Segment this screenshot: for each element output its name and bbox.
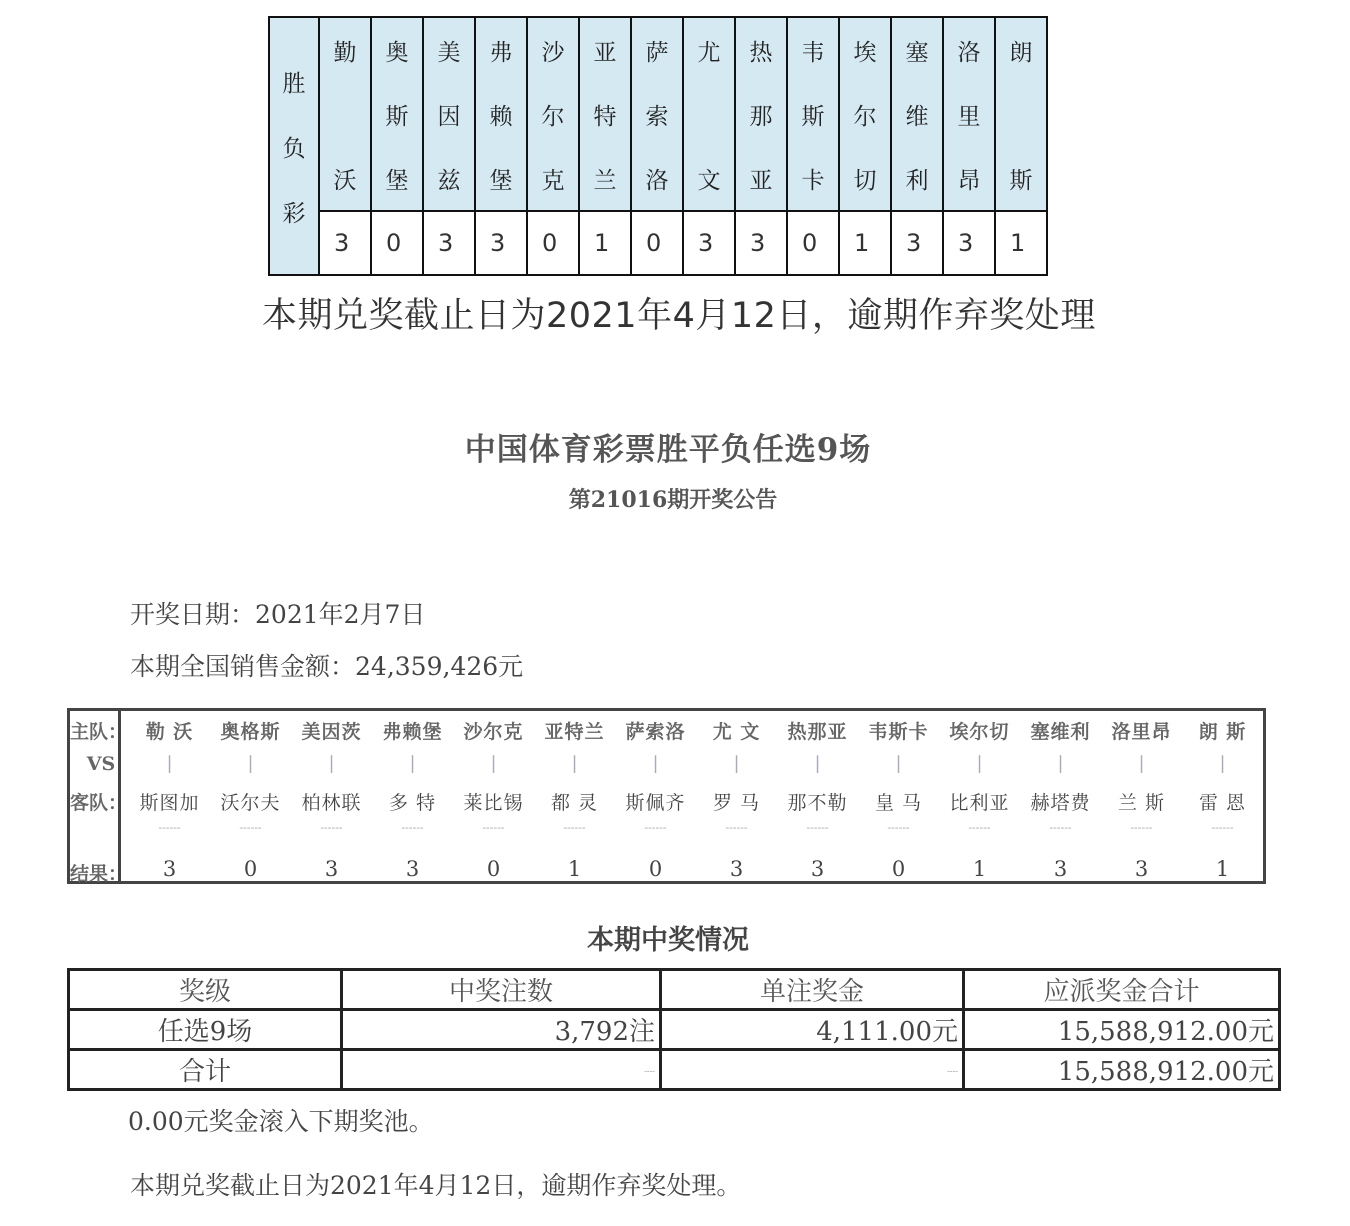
result-value: 1 (995, 211, 1047, 275)
prize-level: 合计 (69, 1050, 342, 1090)
team-header: 弗 赖 堡 (475, 17, 527, 211)
unit-prize: ---- (661, 1050, 964, 1090)
lottery-type-label (269, 17, 319, 275)
match-column: 韦斯卡 | 皇 马 ------ 0 (868, 721, 929, 881)
team-header: 萨 索 洛 (631, 17, 683, 211)
column-header: 奖级 (69, 970, 342, 1010)
team-header: 韦 斯 卡 (787, 17, 839, 211)
team-header: 奥 斯 堡 (371, 17, 423, 211)
table-row (69, 1010, 1280, 1050)
prize-level: 任选9场 (69, 1010, 342, 1050)
rollover-note: 0.00元奖金滚入下期奖池。 (128, 1107, 434, 1136)
prize-table (67, 968, 1281, 1091)
match-column: 奥格斯 | 沃尔夫 ------ 0 (220, 721, 281, 881)
match-column: 热那亚 | 那不勒 ------ 3 (787, 721, 848, 881)
draw-date-label: 开奖日期： (130, 600, 256, 629)
match-column: 朗 斯 | 雷 恩 ------ 1 (1198, 721, 1247, 881)
result-value: 0 (787, 211, 839, 275)
sales-value: 24,359,426元 (355, 652, 524, 681)
column-header: 应派奖金合计 (964, 970, 1280, 1010)
home-team-label: 主队： (70, 721, 128, 743)
result-value: 3 (423, 211, 475, 275)
row-label-column (70, 711, 128, 885)
team-header: 尤 文 (683, 17, 735, 211)
sales-amount-line (130, 647, 523, 683)
match-column: 塞维利 | 赫塔费 ------ 3 (1030, 721, 1091, 881)
draw-date-value: 2021年2月7日 (255, 600, 426, 629)
unit-prize: 4,111.00元 (661, 1010, 964, 1050)
deadline-notice-large: 本期兑奖截止日为2021年4月12日，逾期作弃奖处理 (262, 296, 1096, 336)
result-label: 结果： (70, 863, 128, 885)
result-value: 3 (735, 211, 787, 275)
team-header: 美 因 兹 (423, 17, 475, 211)
team-header: 埃 尔 切 (839, 17, 891, 211)
deadline-note: 本期兑奖截止日为2021年4月12日，逾期作弃奖处理。 (130, 1171, 742, 1200)
result-value: 0 (527, 211, 579, 275)
result-value: 3 (319, 211, 371, 275)
result-value: 3 (475, 211, 527, 275)
team-header: 热 那 亚 (735, 17, 787, 211)
sales-label: 本期全国销售金额： (130, 652, 356, 681)
result-value: 1 (839, 211, 891, 275)
result-value: 3 (943, 211, 995, 275)
match-column: 洛里昂 | 兰 斯 ------ 3 (1111, 721, 1172, 881)
team-header: 塞 维 利 (891, 17, 943, 211)
match-column: 亚特兰 | 都 灵 ------ 1 (544, 721, 605, 881)
result-value: 3 (891, 211, 943, 275)
result-value: 0 (371, 211, 423, 275)
label-char: 胜 (282, 70, 306, 97)
announcement-title: 中国体育彩票胜平负任选9场 (464, 432, 872, 468)
prize-header-row (69, 970, 1280, 1010)
match-column: 沙尔克 | 莱比锡 ------ 0 (463, 721, 524, 881)
match-results-table (67, 708, 1266, 884)
match-column: 尤 文 | 罗 马 ------ 3 (712, 721, 761, 881)
team-header: 洛 里 昂 (943, 17, 995, 211)
total-prize: 15,588,912.00元 (964, 1050, 1280, 1090)
match-column: 萨索洛 | 斯佩齐 ------ 0 (625, 721, 686, 881)
match-column: 埃尔切 | 比利亚 ------ 1 (949, 721, 1010, 881)
team-name-row (269, 17, 1047, 211)
summary-result-table (268, 16, 1048, 276)
table-row (69, 1050, 1280, 1090)
result-value: 3 (683, 211, 735, 275)
team-header: 勤 沃 (319, 17, 371, 211)
result-row (269, 211, 1047, 275)
label-char: 负 (282, 135, 306, 162)
winner-count: ---- (342, 1050, 661, 1090)
team-header: 朗 斯 (995, 17, 1047, 211)
match-columns (121, 711, 1263, 881)
match-column: 勒 沃 | 斯图加 ------ 3 (139, 721, 200, 881)
winner-count: 3,792注 (342, 1010, 661, 1050)
total-prize: 15,588,912.00元 (964, 1010, 1280, 1050)
match-column: 弗赖堡 | 多 特 ------ 3 (382, 721, 443, 881)
draw-date-line (130, 595, 425, 631)
away-team-label: 客队： (70, 792, 128, 814)
result-value: 1 (579, 211, 631, 275)
team-header: 亚 特 兰 (579, 17, 631, 211)
vs-label: VS (86, 753, 116, 775)
column-header: 单注奖金 (661, 970, 964, 1010)
announcement-subtitle: 第21016期开奖公告 (568, 487, 778, 513)
label-char: 彩 (282, 200, 306, 227)
column-header: 中奖注数 (342, 970, 661, 1010)
result-value: 0 (631, 211, 683, 275)
team-header: 沙 尔 克 (527, 17, 579, 211)
match-column: 美因茨 | 柏林联 ------ 3 (301, 721, 362, 881)
prize-section-heading: 本期中奖情况 (587, 925, 749, 956)
